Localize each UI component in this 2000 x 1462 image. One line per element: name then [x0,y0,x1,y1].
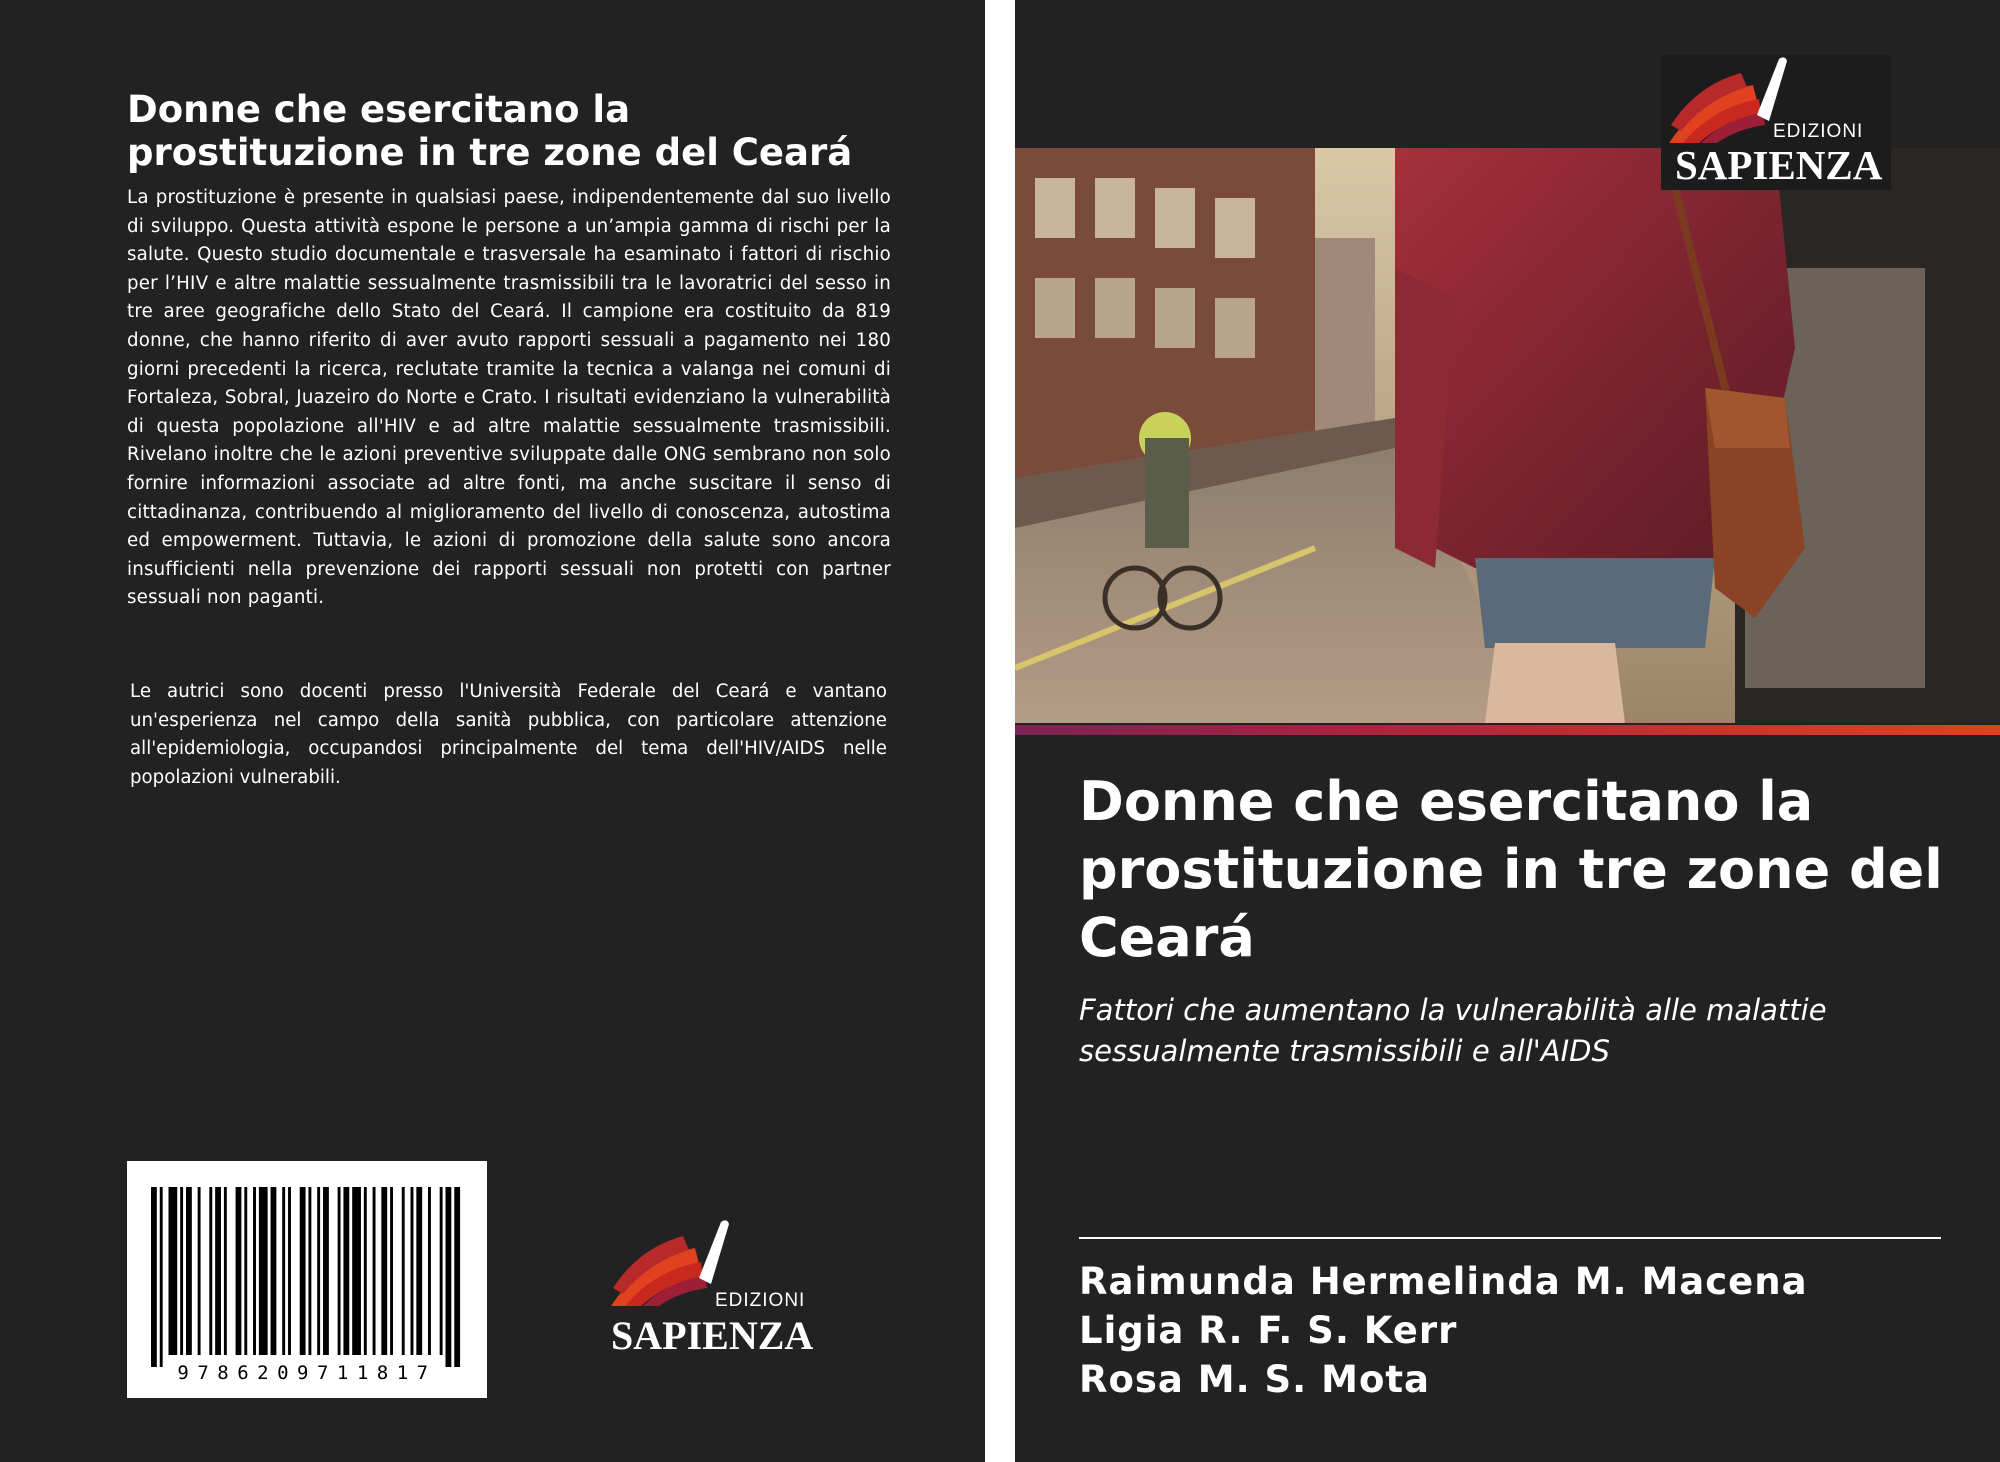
barcode-bar [198,1187,201,1355]
barcode-bar [151,1187,157,1367]
barcode-bar [288,1187,291,1355]
publisher-name: SAPIENZA [611,1313,814,1358]
publisher-logo [603,1218,823,1358]
barcode-bar [317,1187,320,1355]
barcode-bar [364,1187,367,1355]
barcode-bar [224,1187,227,1355]
barcode-bar [428,1187,431,1355]
barcode-bar [352,1187,361,1355]
barcode-digits: 9786209711817 [177,1362,437,1384]
isbn-barcode [127,1161,487,1398]
barcode-bar [253,1187,256,1355]
back-cover [0,0,985,1462]
publisher-logo-front [1661,55,1891,190]
barcode-bar [244,1187,247,1355]
street-woman-photo [1015,148,2000,723]
barcode-bar [271,1187,277,1355]
barcode-bar [343,1187,349,1355]
barcode-bar [236,1187,242,1355]
barcode-bar [416,1187,422,1355]
barcode-bar [180,1187,183,1355]
barcode-bar [259,1187,268,1355]
barcode-bar [373,1187,376,1355]
barcode-bar [338,1187,341,1355]
cover-photo [1015,148,2000,723]
publisher-name: SAPIENZA [1675,142,1883,188]
back-cover-blurb: La prostituzione è presente in qualsiasi paese, indipendentemente dal suo livello di sviluppo. Questa attività espone le persone a un’ampia gamma di rischi per la salute. Questo studio documentale e trasversale ha esaminato i fattori di rischio per l’HIV e altre malattie sessualmente trasmissibili tra le lavoratrici del sesso in tre aree geografiche dello Stato del Ceará. Il campione era costituito da 819 donne, che hanno riferito di aver avuto rapporti sessuali a pagamento nei 180 giorni precedenti la ricerca, reclutate tramite la tecnica a valanga nei comuni di Fortaleza, Sobral, Juazeiro do Norte e Crato. I risultati evidenziano la vulnerabilità di questa popolazione all'HIV e ad altre malattie sessualmente trasmissibili. Rivelano inoltre che le azioni preventive sviluppate dalle ONG sembrano non solo fornire informazioni associate ad altre fonti, ma anche suscitare il senso di cittadinanza, contribuendo al miglioramento del livello di conoscenza, autostima ed empowerment. Tuttavia, le azioni di promozione della salute sono ancora insufficienti nella prevenzione dei rapporti sessuali non protetti con partner sessuali non paganti. [127,187,891,609]
author-1: Raimunda Hermelinda M. Macena [1079,1260,1808,1303]
barcode-bar [440,1187,443,1355]
barcode-bar [308,1187,311,1355]
barcode-bar [186,1187,192,1355]
barcode-bar [209,1187,212,1355]
barcode-bar [160,1187,163,1367]
front-cover-title: Donne che esercitano la prostituzione in tre zone del Ceará [1079,770,1943,969]
front-cover [1015,0,2000,1462]
author-2: Ligia R. F. S. Kerr [1079,1309,1458,1352]
barcode-bar [411,1187,414,1355]
publisher-edizioni: EDIZIONI [715,1290,806,1311]
barcode-bar [215,1187,221,1355]
barcode-bars [151,1187,463,1367]
publisher-edizioni: EDIZIONI [1773,121,1864,142]
barcode-bar [446,1187,452,1367]
accent-bar [1015,725,2000,735]
barcode-bar [300,1187,306,1355]
authors-bio: Le autrici sono docenti presso l'Università Federale del Ceará e vantano un'esperienza nel campo della sanità pubblica, con particolare attenzione all'epidemiologia, occupandosi principalmente del tema dell'HIV/AIDS nelle popolazioni vulnerabili. [130,681,887,788]
barcode-bar [402,1187,405,1355]
barcode-bar [168,1187,177,1355]
barcode-bar [390,1187,393,1355]
front-cover-subtitle: Fattori che aumentano la vulnerabilità alle malattie sessualmente trasmissibili e all'AIDS [1079,993,1827,1068]
barcode-bar [454,1187,460,1367]
barcode-bar [282,1187,285,1355]
barcode-bar [323,1187,329,1355]
barcode-bar [381,1187,387,1355]
author-3: Rosa M. S. Mota [1079,1358,1431,1401]
back-cover-title: Donne che esercitano la prostituzione in tre zone del Ceará [127,88,853,174]
author-divider [1079,1237,1941,1239]
